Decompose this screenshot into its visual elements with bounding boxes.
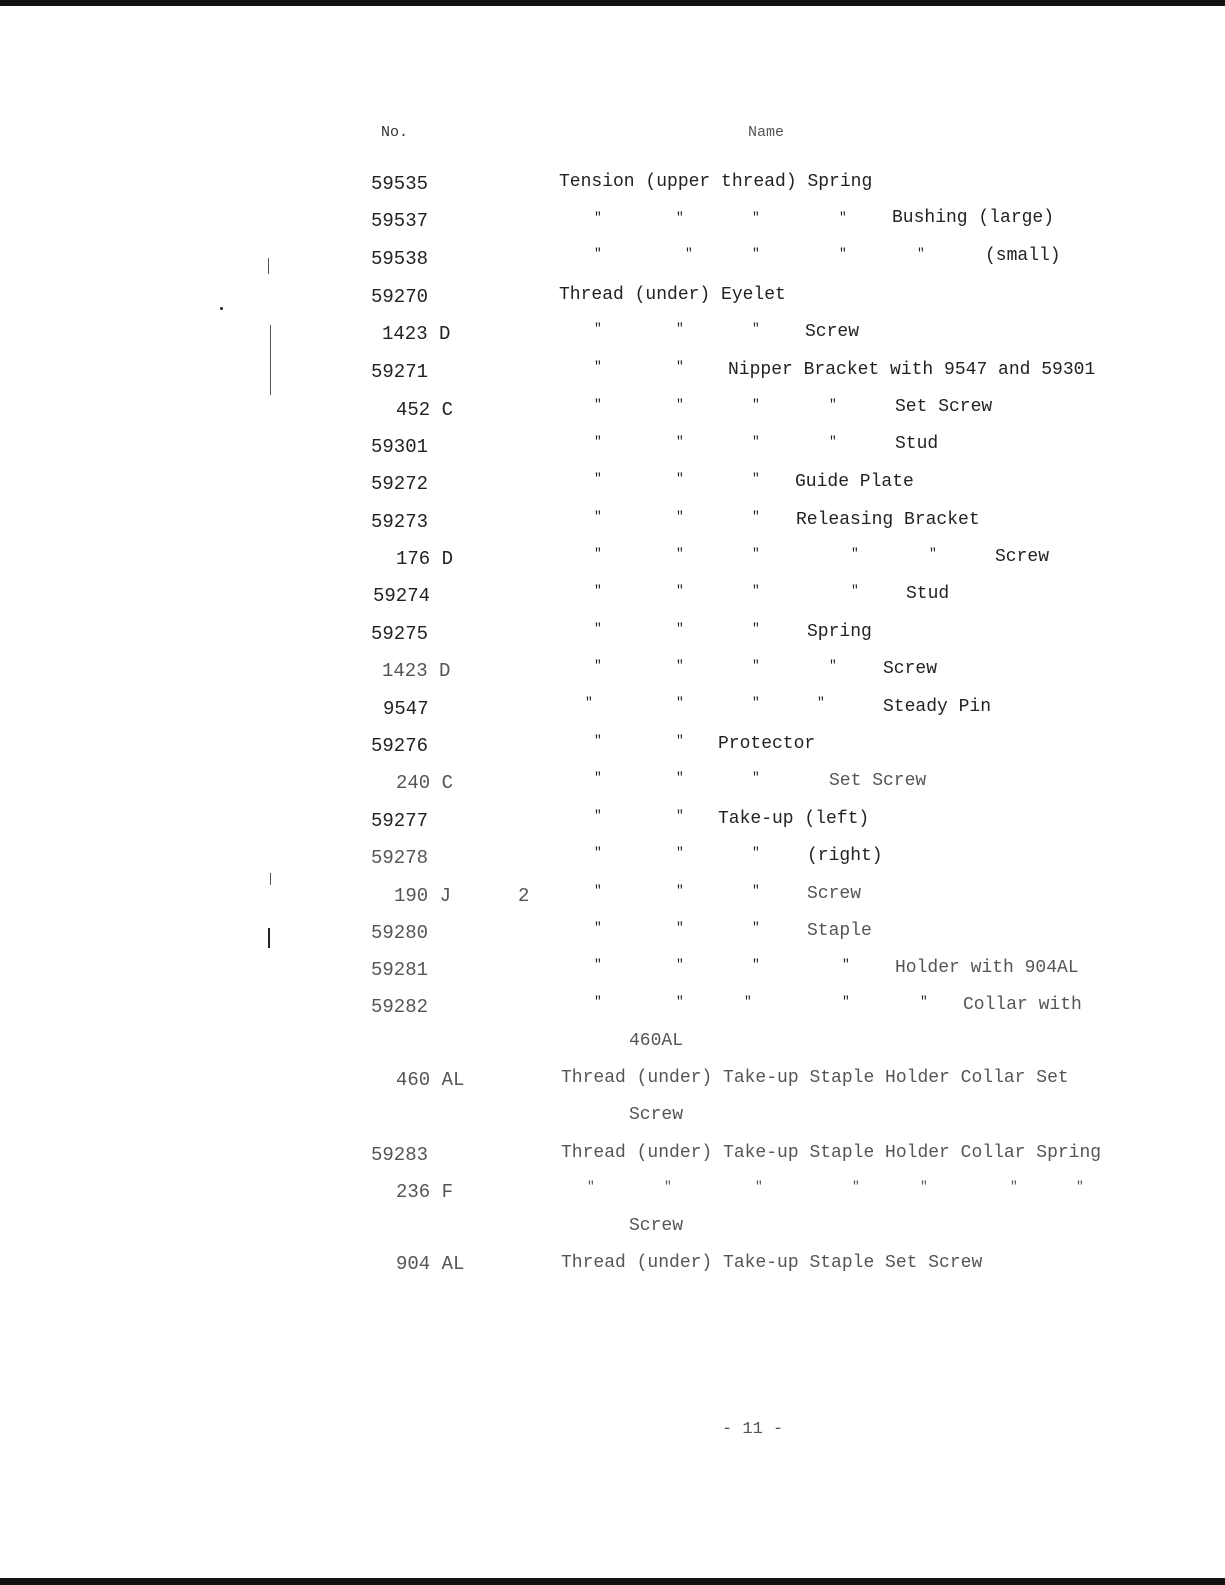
ditto-mark: " [676,397,684,412]
ditto-mark: " [752,883,760,898]
ditto-mark: " [851,583,859,598]
ditto-mark: " [676,210,684,225]
ditto-mark: " [752,957,760,972]
part-number: 59277 [371,810,429,832]
ditto-mark: " [676,546,684,561]
ditto-mark: " [676,733,684,748]
part-name: Thread (under) Eyelet [559,285,786,305]
ditto-mark: " [752,210,760,225]
ditto-mark: " [917,246,925,261]
part-name: Holder with 904AL [895,958,1079,978]
part-name: Releasing Bracket [796,510,980,530]
part-name-continuation: Screw [629,1105,684,1125]
ditto-mark: " [851,546,859,561]
ditto-mark: " [752,321,760,336]
part-number: 452 C [396,399,454,421]
ditto-mark: " [839,210,847,225]
part-number: 59274 [373,585,431,607]
ditto-mark: " [676,321,684,336]
part-name: Set Screw [895,397,993,417]
ditto-mark: " [594,434,602,449]
ditto-mark: " [752,509,760,524]
part-number: 1423 D [382,660,451,682]
part-number: 59270 [371,286,429,308]
part-number: 9547 [383,698,429,720]
ditto-mark: " [752,434,760,449]
part-name: (small) [985,246,1061,266]
ditto-mark: " [676,808,684,823]
part-name: Set Screw [829,771,927,791]
ditto-mark: " [594,770,602,785]
ditto-mark: " [752,658,760,673]
ditto-mark: " [842,957,850,972]
ditto-mark: " [920,1179,928,1194]
part-name: Guide Plate [795,472,914,492]
page-number: - 11 - [722,1420,784,1439]
ditto-mark: " [594,397,602,412]
ditto-mark: " [594,321,602,336]
ditto-mark: " [829,658,837,673]
ditto-mark: " [594,920,602,935]
ditto-mark: " [752,546,760,561]
ditto-mark: " [676,957,684,972]
part-name-continuation: Screw [629,1216,684,1236]
ditto-mark: " [594,808,602,823]
part-name: Nipper Bracket with 9547 and 59301 [728,360,1096,380]
ditto-mark: " [594,246,602,261]
ditto-mark: " [744,994,752,1009]
quantity: 2 [518,885,530,907]
part-name: Take-up (left) [718,809,870,829]
ditto-mark: " [752,583,760,598]
part-name: (right) [807,846,883,866]
part-number: 59282 [371,996,429,1018]
part-number: 59537 [371,210,429,232]
ditto-mark: " [594,733,602,748]
ditto-mark: " [676,658,684,673]
part-name: Protector [718,734,816,754]
ditto-mark: " [842,994,850,1009]
ditto-mark: " [594,994,602,1009]
ditto-mark: " [676,994,684,1009]
ditto-mark: " [594,957,602,972]
part-number: 59276 [371,735,429,757]
ditto-mark: " [752,471,760,486]
part-name-continuation: 460AL [629,1031,684,1051]
part-name: Tension (upper thread) Spring [559,172,873,192]
part-name: Screw [995,547,1050,567]
ditto-mark: " [676,695,684,710]
ditto-mark: " [752,246,760,261]
ditto-mark: " [594,471,602,486]
ditto-mark: " [676,621,684,636]
ditto-mark: " [817,695,825,710]
ditto-mark: " [752,920,760,935]
ditto-mark: " [676,434,684,449]
part-name: Thread (under) Take-up Staple Set Screw [561,1253,983,1273]
part-number: 236 F [396,1181,454,1203]
part-name: Screw [805,322,860,342]
part-name: Thread (under) Take-up Staple Holder Collar Set [561,1068,1069,1088]
ditto-mark: " [664,1179,672,1194]
ditto-mark: " [587,1179,595,1194]
top-scan-border [0,0,1225,6]
ditto-mark: " [920,994,928,1009]
ditto-mark: " [685,246,693,261]
column-header-name: Name [748,124,785,141]
part-name: Steady Pin [883,697,992,717]
part-number: 240 C [396,772,454,794]
ditto-mark: " [676,770,684,785]
ditto-mark: " [752,695,760,710]
part-number: 59273 [371,511,429,533]
part-name: Bushing (large) [892,208,1055,228]
ditto-mark: " [752,845,760,860]
ditto-mark: " [676,471,684,486]
ditto-mark: " [594,621,602,636]
ditto-mark: " [752,397,760,412]
part-number: 59538 [371,248,429,270]
ditto-mark: " [829,397,837,412]
ditto-mark: " [1076,1179,1084,1194]
part-number: 59301 [371,436,429,458]
ditto-mark: " [594,883,602,898]
ditto-mark: " [594,658,602,673]
ditto-mark: " [676,359,684,374]
margin-mark [270,873,271,885]
ditto-mark: " [594,210,602,225]
bottom-scan-border [0,1578,1225,1585]
ditto-mark: " [594,845,602,860]
part-name: Staple [807,921,872,941]
part-number: 176 D [396,548,454,570]
ditto-mark: " [929,546,937,561]
ditto-mark: " [839,246,847,261]
part-number: 904 AL [396,1253,465,1275]
ditto-mark: " [594,583,602,598]
part-name: Spring [807,622,872,642]
part-name: Collar with [963,995,1082,1015]
ditto-mark: " [755,1179,763,1194]
ditto-mark: " [676,883,684,898]
ditto-mark: " [594,509,602,524]
column-header-no: No. [381,124,409,141]
ditto-mark: " [752,770,760,785]
part-number: 59283 [371,1144,429,1166]
part-number: 59281 [371,959,429,981]
part-name: Stud [895,434,939,454]
part-name: Stud [906,584,950,604]
margin-mark [268,928,270,948]
ditto-mark: " [594,359,602,374]
part-number: 59272 [371,473,429,495]
part-number: 59280 [371,922,429,944]
part-name: Thread (under) Take-up Staple Holder Collar Spring [561,1143,1102,1163]
ditto-mark: " [829,434,837,449]
ditto-mark: " [585,695,593,710]
ditto-mark: " [852,1179,860,1194]
part-number: 59275 [371,623,429,645]
part-name: Screw [883,659,938,679]
margin-mark [268,258,269,274]
margin-mark [270,325,271,395]
part-number: 460 AL [396,1069,465,1091]
ditto-mark: " [752,621,760,636]
margin-dot [220,307,223,310]
ditto-mark: " [676,583,684,598]
part-number: 1423 D [382,323,451,345]
part-number: 59278 [371,847,429,869]
part-number: 190 J [394,885,452,907]
ditto-mark: " [1010,1179,1018,1194]
part-number: 59535 [371,173,429,195]
part-number: 59271 [371,361,429,383]
ditto-mark: " [676,509,684,524]
ditto-mark: " [676,845,684,860]
ditto-mark: " [676,920,684,935]
ditto-mark: " [594,546,602,561]
part-name: Screw [807,884,862,904]
